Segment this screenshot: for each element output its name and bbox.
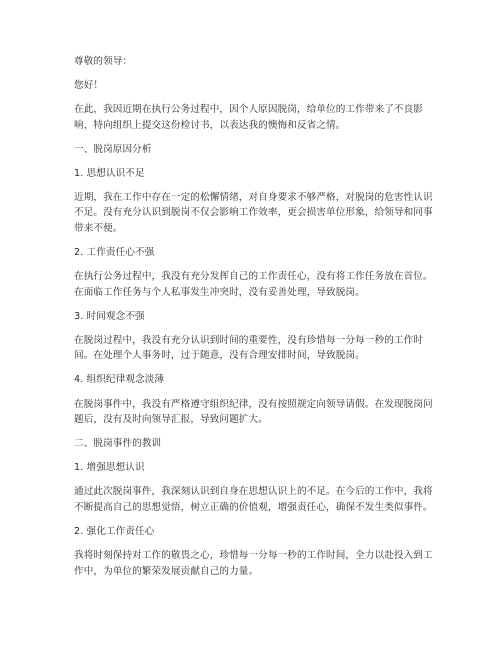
intro-paragraph: 在此，我因近期在执行公务过程中，因个人原因脱岗，给单位的工作带来了不良影响，特向组织上提交这份检讨书，以表达我的懊悔和反省之情。: [74, 104, 423, 131]
section-1-item-3-body: 在脱岗过程中，我没有充分认识到时间的重要性，没有珍惜每一分每一秒的工作时间。在处理个人事务时，过于随意，没有合理安排时间，导致脱岗。: [74, 334, 423, 362]
section-2-item-1-body: 通过此次脱岗事件，我深刻认识到自身在思想认识上的不足。在今后的工作中，我将不断提高自己的思想觉悟，树立正确的价值观，增强责任心，确保不发生类似事件。: [74, 486, 433, 513]
section-2-item-2-body: 我将时刻保持对工作的敬畏之心，珍惜每一分每一秒的工作时间，全力以赴投入到工作中，为单位的繁荣发展贡献自己的力量。: [74, 550, 433, 577]
section-1-item-1-body: 近期，我在工作中存在一定的松懈情绪，对自身要求不够严格，对脱岗的危害性认识不足。没有充分认识到脱岗不仅会影响工作效率，更会损害单位形象，给领导和同事带来不便。: [74, 191, 433, 234]
section-2-item-1-title: 1. 增强思想认识: [74, 462, 145, 474]
letter-body: [74, 54, 434, 588]
salutation: 尊敬的领导：: [74, 56, 133, 67]
section-2-item-2-title: 2. 强化工作责任心: [74, 525, 155, 537]
section-1-item-2-body: 在执行公务过程中，我没有充分发挥自己的工作责任心，没有将工作任务放在首位。在面临工作任务与个人私事发生冲突时，没有妥善处理，导致脱岗。: [74, 271, 433, 298]
section-1-item-4-body: 在脱岗事件中，我没有严格遵守组织纪律，没有按照规定向领导请假。在发现脱岗问题后，没有及时向领导汇报，导致问题扩大。: [74, 398, 433, 426]
section-2-heading: 二、脱岗事件的教训: [74, 438, 162, 450]
section-1-heading: 一、脱岗原因分析: [74, 143, 152, 155]
section-1-item-1-title: 1. 思想认识不足: [74, 167, 145, 179]
section-1-item-3-title: 3. 时间观念不强: [74, 310, 145, 322]
section-1-item-2-title: 2. 工作责任心不强: [74, 247, 155, 259]
greeting: 您好！: [74, 80, 104, 92]
section-1-item-4-title: 4. 组织纪律观念淡薄: [74, 374, 165, 386]
